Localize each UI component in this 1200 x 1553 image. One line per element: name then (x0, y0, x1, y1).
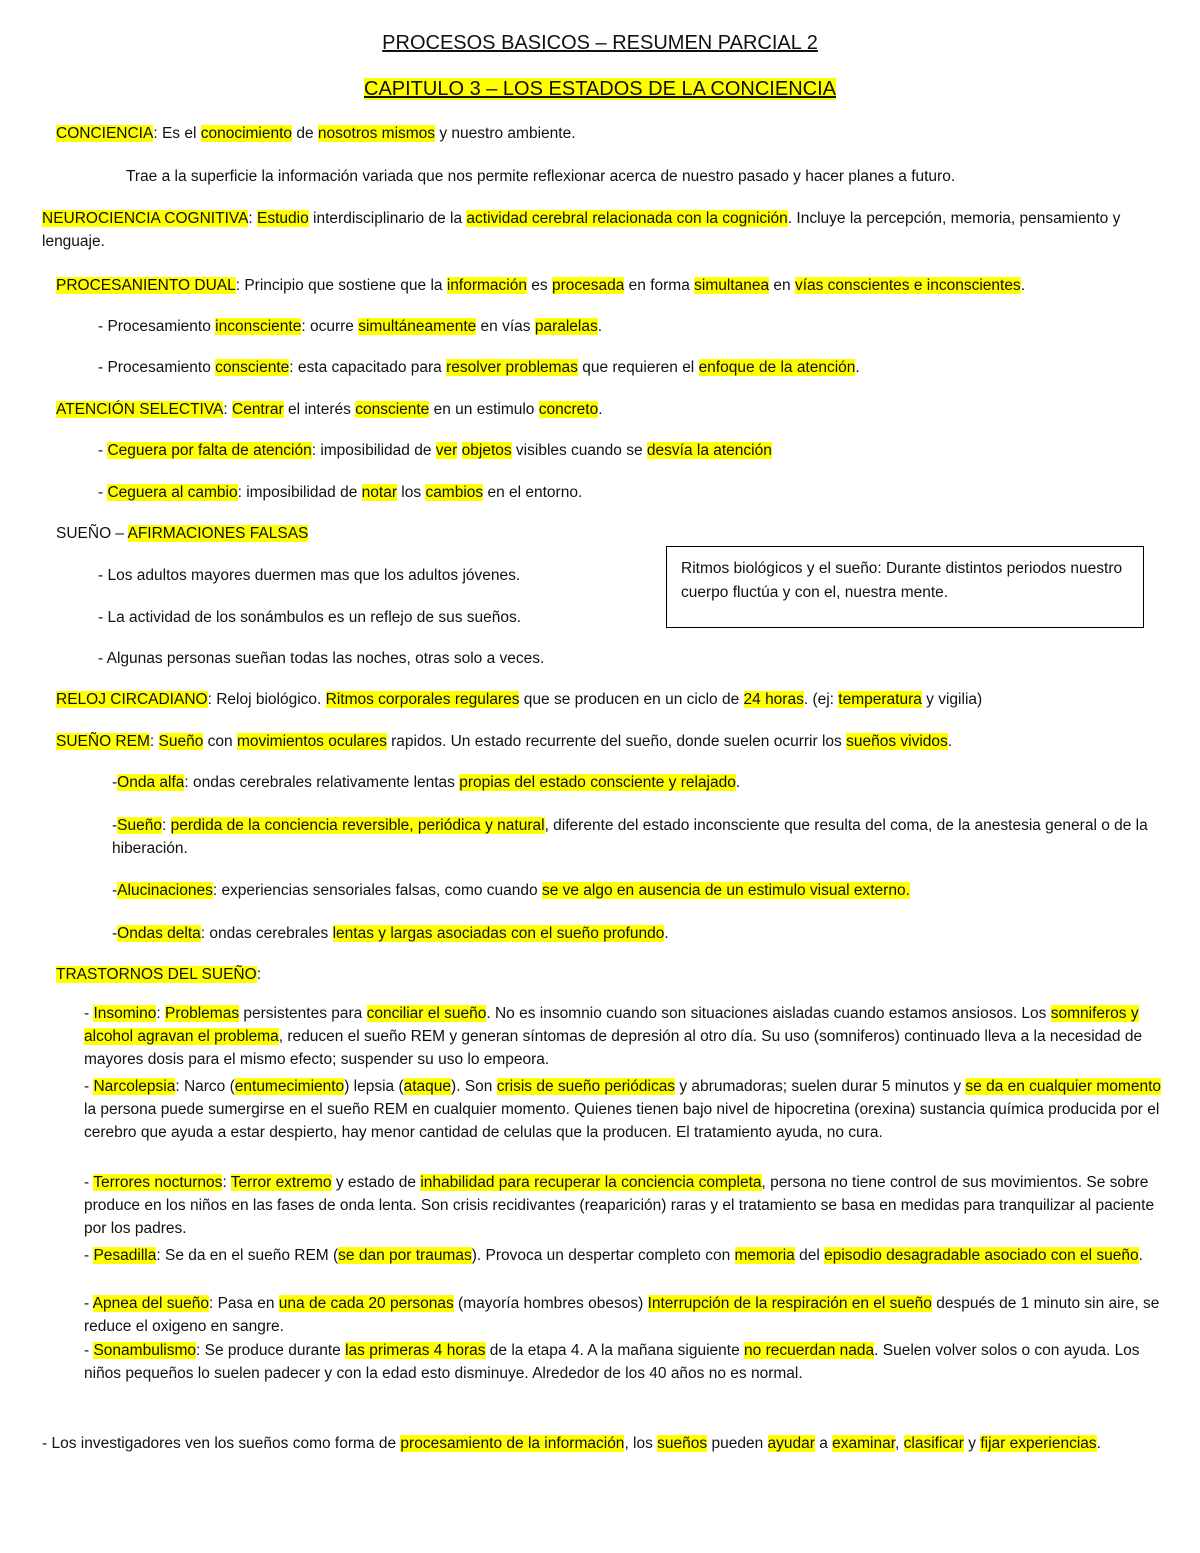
text-span: - (112, 925, 118, 942)
highlighted-text: Pesadilla (93, 1247, 157, 1264)
text-span: : ondas cerebrales (200, 925, 333, 942)
paragraph (98, 315, 1158, 338)
highlighted-text: consciente (215, 359, 290, 376)
highlighted-text: Sueño (117, 817, 162, 834)
text-span: después de 1 minuto sin aire, se reduce el oxigeno en sangre. (84, 1295, 1160, 1335)
highlighted-text: CONCIENCIA (56, 125, 154, 142)
text-span: - (98, 484, 108, 501)
text-span: : ondas cerebrales relativamente lentas (184, 774, 460, 791)
highlighted-text: Narcolepsia (93, 1078, 176, 1095)
paragraph (84, 1339, 1169, 1385)
highlighted-text: sueños vividos (846, 733, 948, 750)
highlighted-text: Ritmos corporales regulares (325, 691, 520, 708)
text-span: en vías (476, 318, 535, 335)
text-span: : imposibilidad de (311, 442, 436, 459)
highlighted-text: simultáneamente (358, 318, 477, 335)
highlighted-text: Problemas (165, 1005, 240, 1022)
text-span: rapidos. Un estado recurrente del sueño, donde suelen ocurrir los (386, 733, 847, 750)
text-span: y estado de (331, 1174, 421, 1191)
paragraph (56, 963, 1166, 986)
text-span: - (84, 1295, 93, 1312)
highlighted-text: temperatura (838, 691, 922, 708)
highlighted-text: RELOJ CIRCADIANO (56, 691, 208, 708)
text-span: del (794, 1247, 825, 1264)
text-span: : Narco ( (175, 1078, 235, 1095)
paragraph (112, 771, 1162, 794)
highlighted-text: inconsciente (215, 318, 302, 335)
text-span: ) lepsia ( (344, 1078, 404, 1095)
highlighted-text: Ondas delta (117, 925, 201, 942)
highlighted-text: movimientos oculares (236, 733, 387, 750)
highlighted-text: ayudar (767, 1435, 815, 1452)
text-span: a (814, 1435, 833, 1452)
highlighted-text: clasificar (903, 1435, 964, 1452)
text-span: : Principio que sostiene que la (235, 277, 447, 294)
highlighted-text: Onda alfa (117, 774, 185, 791)
highlighted-text: Ceguera por falta de atención (107, 442, 312, 459)
text-span: - Algunas personas sueñan todas las noches, otras solo a veces. (98, 650, 545, 667)
paragraph (56, 730, 1166, 753)
text-span: . (947, 733, 953, 750)
text-span: interdisciplinario de la (308, 210, 467, 227)
text-span: Trae a la superficie la información variada que nos permite reflexionar acerca de nuestro pasado y hacer planes a futuro. (126, 168, 956, 185)
highlighted-text: crisis de sueño periódicas (496, 1078, 676, 1095)
text-span: en (769, 277, 795, 294)
highlighted-text: lentas y largas asociadas con el sueño profundo (332, 925, 665, 942)
text-span: en forma (624, 277, 695, 294)
highlighted-text: Interrupción de la respiración en el sueño (647, 1295, 932, 1312)
text-span: : (149, 733, 159, 750)
highlighted-text: Sonambulismo (93, 1342, 196, 1359)
highlighted-text: SUEÑO REM (56, 733, 150, 750)
text-span: : (223, 401, 232, 418)
text-span: : experiencias sensoriales falsas, como cuando (212, 882, 542, 899)
highlighted-text: cambios (425, 484, 484, 501)
highlighted-text: 24 horas (743, 691, 804, 708)
text-span: . (1096, 1435, 1101, 1452)
paragraph (56, 122, 1166, 145)
highlighted-text: objetos (461, 442, 512, 459)
highlighted-text: actividad cerebral relacionada con la cognición (466, 210, 788, 227)
paragraph (56, 688, 1166, 711)
paragraph (98, 356, 1158, 379)
text-span: : (248, 210, 258, 227)
text-span: - (84, 1005, 94, 1022)
chapter-title-text: CAPITULO 3 – LOS ESTADOS DE LA CONCIENCIA (364, 78, 836, 100)
highlighted-text: perdida de la conciencia reversible, periódica y natural (170, 817, 545, 834)
highlighted-text: paralelas (534, 318, 598, 335)
highlighted-text: vías conscientes e inconscientes (794, 277, 1021, 294)
text-span: - (112, 817, 118, 834)
text-span: - (112, 774, 118, 791)
text-span: SUEÑO – (56, 525, 128, 542)
highlighted-text: entumecimiento (234, 1078, 345, 1095)
text-span: : Reloj biológico. (207, 691, 326, 708)
highlighted-text: PROCESANIENTO DUAL (56, 277, 236, 294)
paragraph (98, 481, 1158, 504)
text-span: - (84, 1342, 94, 1359)
highlighted-text: propias del estado consciente y relajado (459, 774, 736, 791)
highlighted-text: examinar (832, 1435, 896, 1452)
paragraph (84, 1292, 1169, 1338)
highlighted-text: conocimiento (200, 125, 293, 142)
text-span: . (ej: (803, 691, 839, 708)
text-span: , reducen el sueño REM y generan síntomas de depresión al otro día. Su uso (somniferos) continuado lleva a la necesidad de mayores dosis para el mismo efecto; suspender su uso lo empeora. (84, 1028, 1143, 1068)
text-span: y (963, 1435, 981, 1452)
text-span: : (162, 817, 171, 834)
chapter-title (0, 76, 1200, 102)
highlighted-text: no recuerdan nada (744, 1342, 875, 1359)
highlighted-text: notar (361, 484, 397, 501)
text-span: , (895, 1435, 904, 1452)
text-span: que requieren el (577, 359, 699, 376)
text-span: ). Provoca un despertar completo con (471, 1247, 735, 1264)
highlighted-text: Centrar (232, 401, 284, 418)
text-span: el interés (283, 401, 356, 418)
text-span: visibles cuando se (511, 442, 647, 459)
paragraph (98, 606, 658, 629)
highlighted-text: procesamiento de la información (400, 1435, 625, 1452)
text-span: - Procesamiento (98, 359, 216, 376)
paragraph (42, 1432, 1170, 1455)
text-span: . (1138, 1247, 1143, 1264)
highlighted-text: Apnea del sueño (92, 1295, 209, 1312)
highlighted-text: se ve algo en ausencia de un estimulo visual externo. (541, 882, 910, 899)
text-span: - Procesamiento (98, 318, 216, 335)
highlighted-text: Alucinaciones (117, 882, 213, 899)
highlighted-text: Terrores nocturnos (93, 1174, 223, 1191)
text-span: que se producen en un ciclo de (519, 691, 744, 708)
text-span: - La actividad de los sonámbulos es un reflejo de sus sueños. (98, 609, 522, 626)
paragraph (56, 522, 1166, 545)
text-span: . (597, 318, 603, 335)
text-span: . (664, 925, 669, 942)
text-span: : (256, 966, 261, 983)
highlighted-text: episodio desagradable asociado con el sueño (824, 1247, 1139, 1264)
text-span: en el entorno. (483, 484, 583, 501)
text-span: . (598, 401, 603, 418)
text-span (457, 442, 461, 459)
text-span: . (855, 359, 860, 376)
text-span: : ocurre (301, 318, 359, 335)
text-span: , persona no tiene control de sus movimientos. Se sobre produce en los niños en las fases de onda lenta. Son crisis recidivantes (reaparición) raras y el tratamiento se basa en medidas para tranquilizar al paciente por los padres. (84, 1174, 1155, 1237)
text-span: : (156, 1005, 165, 1022)
paragraph (84, 1002, 1169, 1071)
text-span: pueden (707, 1435, 768, 1452)
paragraph (126, 165, 1166, 188)
highlighted-text: fijar experiencias (980, 1435, 1097, 1452)
highlighted-text: se da en cualquier momento (965, 1078, 1161, 1095)
paragraph (98, 439, 1158, 462)
highlighted-text: ATENCIÓN SELECTIVA (56, 401, 224, 418)
text-span: - (112, 882, 118, 899)
highlighted-text: las primeras 4 horas (345, 1342, 486, 1359)
paragraph (56, 274, 1166, 297)
highlighted-text: una de cada 20 personas (278, 1295, 454, 1312)
text-span: - (84, 1078, 94, 1095)
highlighted-text: información (446, 277, 527, 294)
text-span: los (397, 484, 426, 501)
text-span: ). Son (451, 1078, 497, 1095)
highlighted-text: nosotros mismos (317, 125, 436, 142)
text-span: y nuestro ambiente. (435, 125, 576, 142)
highlighted-text: Sueño (158, 733, 204, 750)
text-span: - Los investigadores ven los sueños como forma de (42, 1435, 401, 1452)
text-span: , diferente del estado inconsciente que resulta del coma, de la anestesia general o de la hiberación. (112, 817, 1148, 857)
highlighted-text: Estudio (257, 210, 309, 227)
highlighted-text: sueños (657, 1435, 708, 1452)
text-span: con (203, 733, 237, 750)
text-span: : imposibilidad de (237, 484, 362, 501)
text-span: : Se da en el sueño REM ( (156, 1247, 339, 1264)
text-span: . No es insomnio cuando son situaciones aisladas cuando estamos ansiosos. Los (486, 1005, 1051, 1022)
text-span: . (735, 774, 741, 791)
paragraph (112, 814, 1162, 860)
highlighted-text: simultanea (694, 277, 770, 294)
highlighted-text: memoria (734, 1247, 795, 1264)
paragraph (84, 1244, 1169, 1267)
text-span: de la etapa 4. A la mañana siguiente (485, 1342, 745, 1359)
paragraph (98, 564, 658, 587)
sidebar-note-box: Ritmos biológicos y el sueño: Durante distintos periodos nuestro cuerpo fluctúa y con el, nuestra mente. (666, 546, 1144, 628)
highlighted-text: TRASTORNOS DEL SUEÑO (56, 966, 257, 983)
page-title: PROCESOS BASICOS – RESUMEN PARCIAL 2 (382, 32, 818, 54)
text-span: : (222, 1174, 231, 1191)
text-span: . Incluye la percepción, memoria, pensamiento y lenguaje. (42, 210, 1121, 250)
text-span: en un estimulo (429, 401, 539, 418)
paragraph (112, 922, 1162, 945)
highlighted-text: conciliar el sueño (366, 1005, 487, 1022)
text-span: la persona puede sumergirse en el sueño REM en cualquier momento. Quienes tienen bajo nivel de hipocretina (orexina) sustancia química producida por el cerebro que ayuda a estar despierto, hay menor cantidad de celulas que la producen. El tratamiento ayuda, no cura. (84, 1101, 1160, 1141)
highlighted-text: inhabilidad para recuperar la conciencia completa (420, 1174, 762, 1191)
highlighted-text: se dan por traumas (338, 1247, 472, 1264)
text-span: . (1020, 277, 1025, 294)
text-span: es (526, 277, 552, 294)
text-span: - (98, 442, 108, 459)
text-span: : Se produce durante (196, 1342, 346, 1359)
paragraph (84, 1075, 1169, 1144)
paragraph (98, 647, 658, 670)
highlighted-text: ver (435, 442, 458, 459)
text-span: : Pasa en (208, 1295, 279, 1312)
highlighted-text: concreto (538, 401, 599, 418)
text-span: . Suelen volver solos o con ayuda. Los niños pequeños lo suelen padecer y con la edad esto disminuye. Alrededor de los 40 años no es normal. (84, 1342, 1140, 1382)
highlighted-text: enfoque de la atención (698, 359, 856, 376)
text-span: persistentes para (239, 1005, 367, 1022)
highlighted-text: ataque (403, 1078, 452, 1095)
highlighted-text: desvía la atención (646, 442, 772, 459)
highlighted-text: resolver problemas (446, 359, 578, 376)
text-span: : esta capacitado para (289, 359, 447, 376)
text-span: (mayoría hombres obesos) (453, 1295, 648, 1312)
paragraph (42, 207, 1170, 253)
text-span: - (84, 1174, 94, 1191)
highlighted-text: somniferos y alcohol agravan el problema (84, 1005, 1139, 1045)
paragraph (84, 1171, 1169, 1240)
text-span: : Es el (153, 125, 201, 142)
text-span: y abrumadoras; suelen durar 5 minutos y (675, 1078, 966, 1095)
text-span: y vigilia) (921, 691, 983, 708)
text-span: , los (624, 1435, 658, 1452)
text-span: - (84, 1247, 94, 1264)
text-span: de (292, 125, 318, 142)
highlighted-text: Terror extremo (230, 1174, 332, 1191)
highlighted-text: Insomino (93, 1005, 157, 1022)
text-span: - Los adultos mayores duermen mas que los adultos jóvenes. (98, 567, 521, 584)
highlighted-text: consciente (355, 401, 430, 418)
paragraph (56, 398, 1166, 421)
highlighted-text: AFIRMACIONES FALSAS (127, 525, 309, 542)
paragraph (112, 879, 1162, 902)
highlighted-text: procesada (551, 277, 625, 294)
highlighted-text: NEUROCIENCIA COGNITIVA (42, 210, 249, 227)
highlighted-text: Ceguera al cambio (107, 484, 238, 501)
